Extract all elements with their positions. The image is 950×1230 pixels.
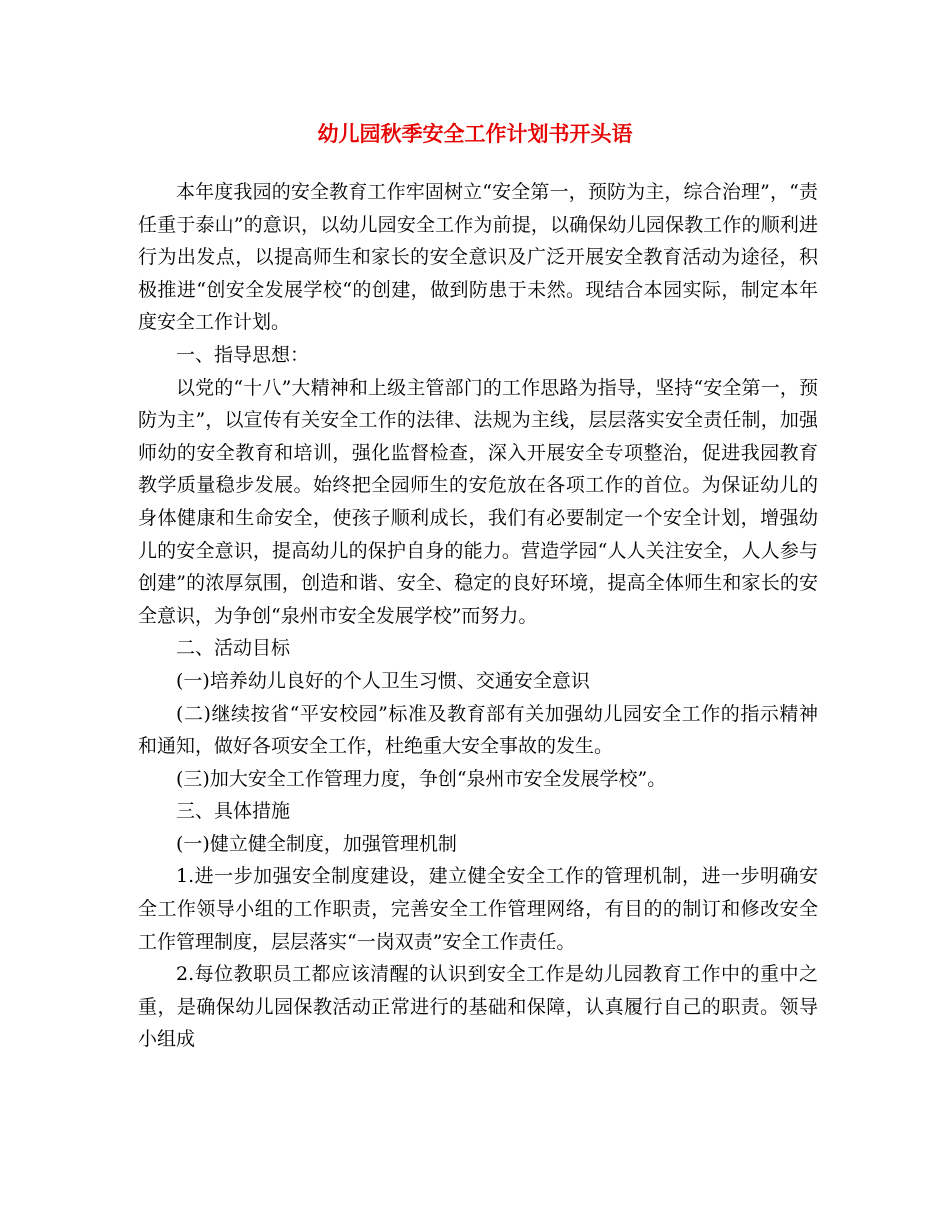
heading-guiding-ideology: 一、指导思想： — [176, 343, 310, 366]
goal-item-2: (二)继续按省“平安校园”标准及教育部有关加强幼儿园安全工作的指示精神和通知，做好各项安全工作，杜绝重大安全事故的发生。 — [138, 702, 818, 758]
paragraph-guiding-ideology: 以党的“十八”大精神和上级主管部门的工作思路为指导，坚持“安全第一，预防为主”，以宣传有关安全工作的法律、法规为主线，层层落实安全责任制，加强师幼的安全教育和培训，强化监督检查，深入开展安全专项整治，促进我园教育教学质量稳步发展。始终把全园师生的安危放在各项工作的首位。为保证幼儿的身体健康和生命安全，使孩子顺利成长，我们有必要制定一个安全计划，增强幼儿的安全意识，提高幼儿的保护自身的能力。营造学园“人人关注安全，人人参与创建”的浓厚氛围，创造和谐、安全、稳定的良好环境，提高全体师生和家长的安全意识，为争创“泉州市安全发展学校”而努力。 — [138, 376, 818, 627]
goal-item-1: (一)培养幼儿良好的个人卫生习惯、交通安全意识 — [176, 669, 590, 692]
goal-item-3: (三)加大安全工作管理力度，争创“泉州市安全发展学校”。 — [176, 767, 667, 790]
heading-activity-goals: 二、活动目标 — [176, 637, 291, 660]
measure-item-1: 1.进一步加强安全制度建设，建立健全安全工作的管理机制，进一步明确安全工作领导小组的工作职责，完善安全工作管理网络，有目的的制订和修改安全工作管理制度，层层落实“一岗双责”安全工作责任。 — [138, 865, 818, 953]
paragraph-intro: 本年度我园的安全教育工作牢固树立“安全第一，预防为主，综合治理”，“责任重于泰山”的意识，以幼儿园安全工作为前提，以确保幼儿园保教工作的顺利进行为出发点，以提高师生和家长的安全意识及广泛开展安全教育活动为途径，积极推进“创安全发展学校“的创建，做到防患于未然。现结合本园实际，制定本年度安全工作计划。 — [138, 181, 818, 334]
subheading-system-building: (一)健立健全制度，加强管理机制 — [176, 832, 457, 855]
document-body — [138, 176, 818, 1056]
document-title: 幼儿园秋季安全工作计划书开头语 — [317, 121, 633, 146]
heading-specific-measures: 三、具体措施 — [176, 800, 291, 823]
measure-item-2: 2.每位教职员工都应该清醒的认识到安全工作是幼儿园教育工作中的重中之重，是确保幼儿园保教活动正常进行的基础和保障，认真履行自己的职责。领导小组成 — [138, 963, 818, 1051]
